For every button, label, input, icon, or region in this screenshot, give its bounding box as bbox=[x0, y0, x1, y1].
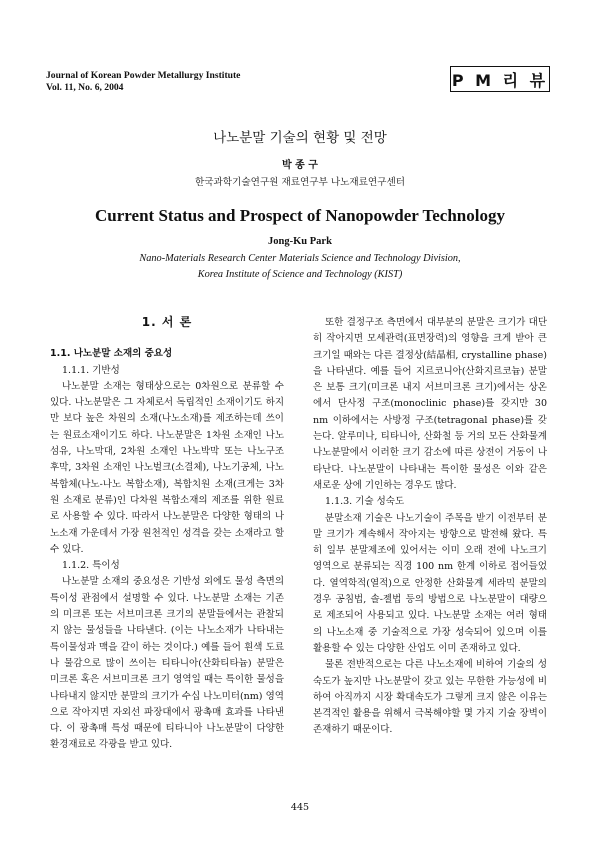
journal-volume: Vol. 11, No. 6, 2004 bbox=[46, 82, 124, 93]
subsubsection-heading-basis: 1.1.1. 기반성 bbox=[62, 364, 120, 376]
paragraph: 또한 결정구조 측면에서 대부분의 분말은 크기가 대단히 작아지면 모세관력(표면장력)의 영향을 크게 받아 큰 크기일 때와는 다른 결정상(結晶相, crystalline phase)을 나타낸다. 예를 들어 지르코니아(산화지르코늄) 분말은 보통 크기(미크론 내지 서브미크론 크기)에서는 상온에서 단사정 구조(monoclinic phase)를 갖지만 30 nm 이하에서는 사방정 구조(tetragonal phase)를 갖는다. 알루미나, 티타니아, 산화철 등 거의 모든 산화물계 나노분말에서 이러한 크기 감소에 따른 상전이 거동이 나타난다. 나노분말이 나타내는 특이한 물성은 이와 같은 새로운 상에 기인하는 경우도 많다. bbox=[313, 317, 547, 491]
page-number: 445 bbox=[290, 802, 310, 813]
paragraph: 물론 전반적으로는 다른 나노소재에 비하여 기술의 성숙도가 높지만 나노분말이 갖고 있는 무한한 가능성에 비하여 아직까지 시장 확대속도가 그렇게 크지 않은 이유는 본격적인 활용을 위해서 극복해야할 몇 가지 기술 장벽이 존재하기 때문이다. bbox=[313, 659, 547, 736]
left-column bbox=[50, 314, 284, 754]
pm-review-badge: P M 리 뷰 bbox=[450, 66, 550, 92]
author-english: Jong-Ku Park bbox=[268, 236, 332, 247]
section-heading-introduction: 1. 서 론 bbox=[141, 315, 193, 329]
paragraph: 분말소재 기술은 나노기술이 주목을 받기 이전부터 분말 크기가 계속해서 작아지는 방향으로 발전해 왔다. 특히 일부 분말제조에 있어서는 이미 오래 전에 나노크기 영역으로 분류되는 직경 100 nm 한계 이하로 접어들었다. 열역학적(열적)으로 안정한 산화물계 세라믹 분말의 경우 공침법, 솔-젤법 등의 방법으로 나노분말이 대량으로 제조되어 사용되고 있다. 나노분말 소재는 여러 형태의 나노소재 중 기술적으로 가장 성숙되어 있으며 이를 활용할 수 있는 다양한 산업도 이미 존재하고 있다. bbox=[313, 512, 547, 654]
title-korean: 나노분말 기술의 현황 및 전망 bbox=[213, 130, 387, 146]
affiliation-english bbox=[0, 251, 600, 283]
affiliation-english-line1: Nano-Materials Research Center Materials Science and Technology Division, bbox=[139, 253, 461, 264]
journal-header bbox=[46, 70, 240, 94]
affiliation-english-line2: Korea Institute of Science and Technology (KIST) bbox=[197, 269, 403, 280]
right-column bbox=[313, 315, 547, 739]
paragraph: 나노분말 소재의 중요성은 기반성 외에도 물성 측면의 특이성 관점에서 설명할 수 있다. 나노분말 소재는 기존의 미크론 또는 서브미크론 크기의 분말들에서는 관찰되지 않는 물성들을 나타낸다. (이는 나노소재가 나타내는 특이물성과 맥을 같이 하는 것이다.) 예를 들어 흰색 도료나 물감으로 많이 쓰이는 티타니아(산화티타늄) 분말은 미크론 혹은 서브미크론 크기 영역일 때는 특이한 물성을 나타내지 않지만 분말의 크기가 수십 나노미터(nm) 영역으로 작아지면 자외선 파장대에서 광촉매 효과를 나타낸다. 이 광촉매 특성 때문에 티타니아 나노분말이 다양한 환경재료로 각광을 받고 있다. bbox=[50, 576, 284, 751]
author-korean: 박 종 구 bbox=[282, 160, 318, 171]
affiliation-korean: 한국과학기술연구원 재료연구부 나노재료연구센터 bbox=[195, 177, 405, 188]
title-english: Current Status and Prospect of Nanopowder Technology bbox=[95, 206, 505, 225]
subsubsection-heading-specificity: 1.1.2. 특이성 bbox=[62, 560, 120, 572]
paragraph: 나노분말 소재는 형태상으로는 0차원으로 분류할 수 있다. 나노분말은 그 자체로서 독립적인 소재이기도 하지만 보다 높은 차원의 소재(나노소재)를 제조하는데 쓰이는 원료소재이기도 하다. 나노분말은 1차원 소재인 나노섬유, 나노막대, 2차원 소재인 나노박막 또는 나노구조 후막, 3차원 소재인 나노벌크(소결체), 나노기공체, 나노복합체(나노-나노 복합소재), 복합치원 소재(크게는 3차원 소재로 분류)인 다차원 복합소재의 제조를 위한 원료로 사용할 수 있다. 따라서 나노분말은 다양한 형태의 나노소재 가운데서 가장 원천적인 성격을 갖는 소재라고 할 수 있다. bbox=[50, 380, 284, 555]
subsection-heading: 1.1. 나노분말 소재의 중요성 bbox=[50, 348, 173, 360]
subsubsection-heading-maturity: 1.1.3. 기술 성숙도 bbox=[325, 496, 405, 508]
journal-name: Journal of Korean Powder Metallurgy Institute bbox=[46, 70, 241, 81]
